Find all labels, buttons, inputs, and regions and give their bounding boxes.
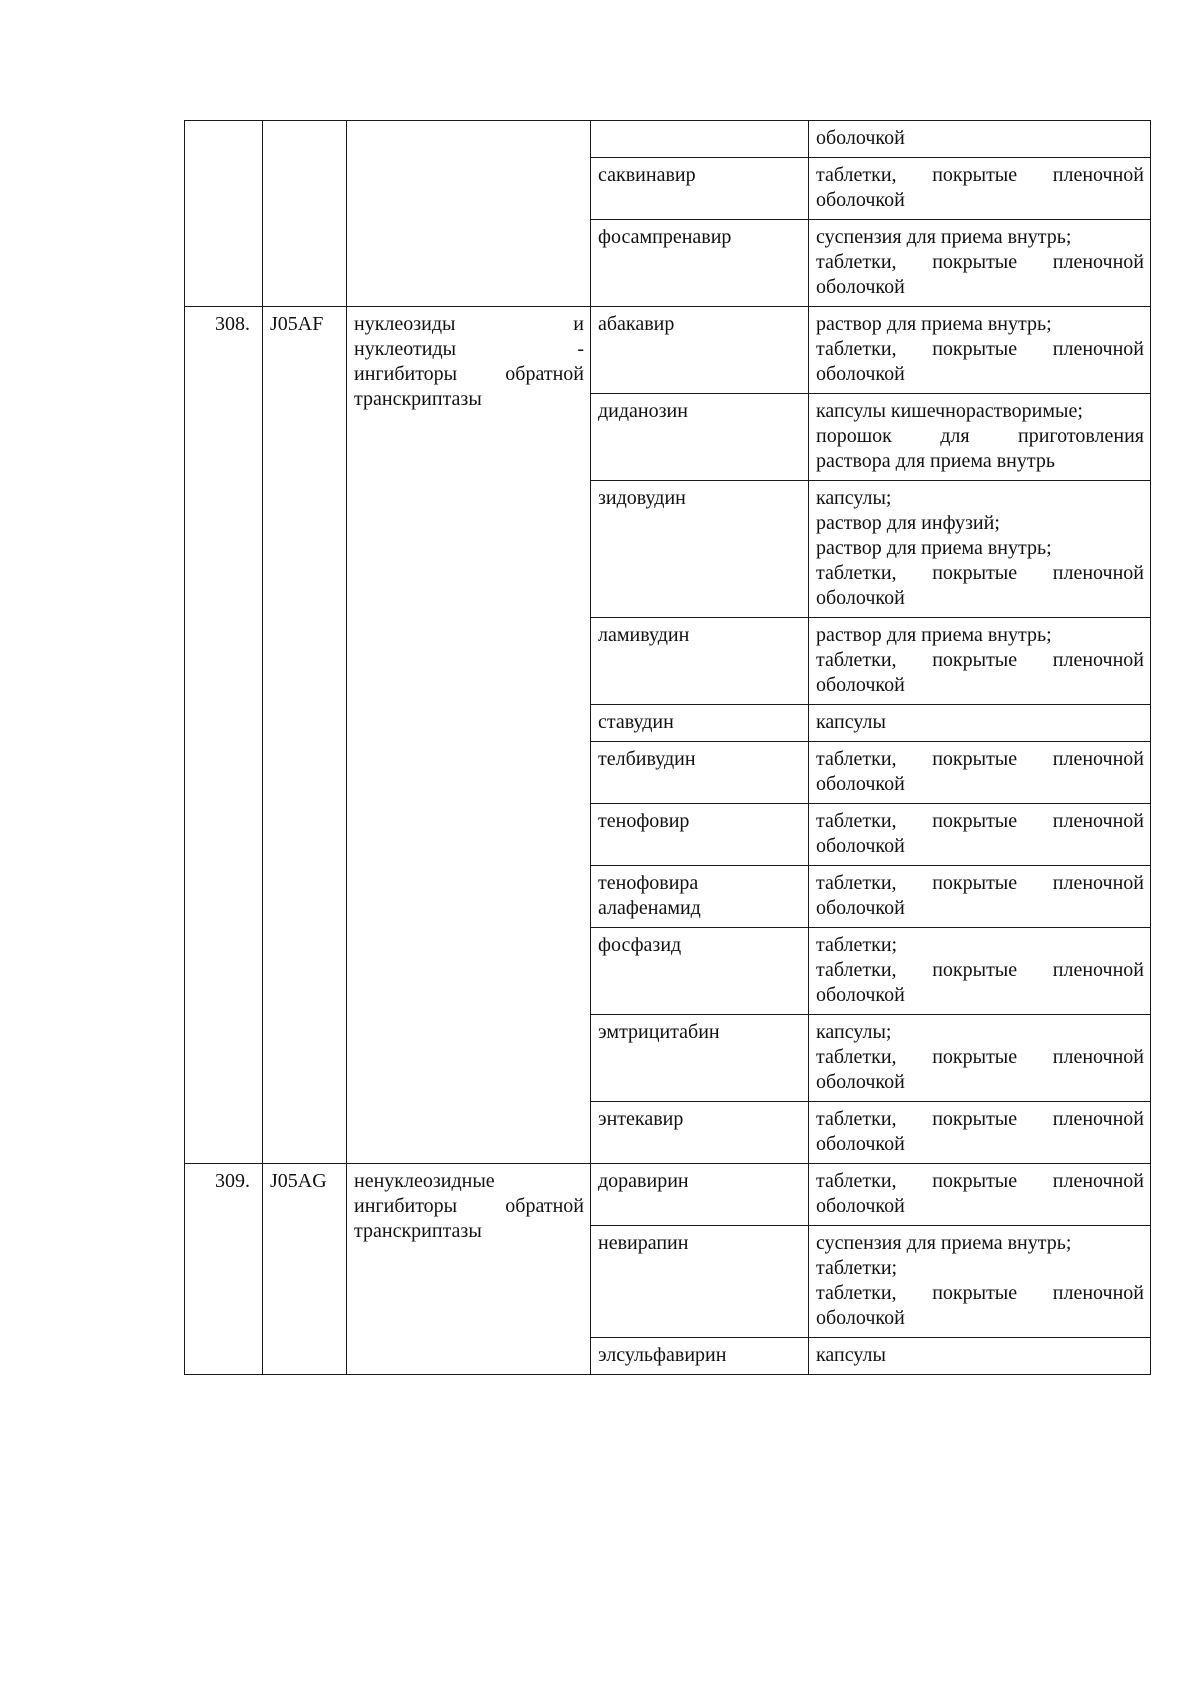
empty-code-cell	[263, 121, 347, 307]
dosage-form-line: суспензия для приема внутрь;	[816, 1232, 1072, 1254]
drug-name-cell: энтекавир	[591, 1102, 809, 1164]
dosage-form-line: оболочкой	[816, 587, 905, 609]
empty-num-cell	[185, 121, 263, 307]
dosage-form-cell	[809, 928, 1151, 1015]
dosage-form-line: оболочкой	[816, 1195, 905, 1217]
dosage-form-line: таблетки, покрытые пленочной	[816, 872, 1144, 894]
dosage-form-line: капсулы	[816, 711, 886, 733]
drug-name-cell: доравирин	[591, 1164, 809, 1226]
drug-table	[184, 120, 1151, 1375]
dosage-form-line: таблетки, покрытые пленочной	[816, 649, 1144, 671]
drug-name-cell: телбивудин	[591, 742, 809, 804]
dosage-form-cell	[809, 705, 1151, 742]
group-name-line: транскриптазы	[354, 388, 482, 410]
drug-name-cell: тенофовир	[591, 804, 809, 866]
dosage-form-cell	[809, 121, 1151, 158]
atc-code-cell: J05AF	[263, 307, 347, 1164]
dosage-form-cell	[809, 1164, 1151, 1226]
dosage-form-line: раствор для приема внутрь;	[816, 537, 1052, 559]
dosage-form-cell	[809, 742, 1151, 804]
drug-name-cell: саквинавир	[591, 158, 809, 220]
dosage-form-cell	[809, 1338, 1151, 1375]
group-name-line: нуклеозиды и	[354, 313, 584, 335]
group-name-line: ингибиторы обратной	[354, 363, 584, 385]
atc-code-cell: J05AG	[263, 1164, 347, 1375]
dosage-form-cell	[809, 220, 1151, 307]
dosage-form-line: оболочкой	[816, 127, 905, 149]
dosage-form-cell	[809, 1226, 1151, 1338]
dosage-form-cell	[809, 394, 1151, 481]
dosage-form-line: таблетки, покрытые пленочной	[816, 251, 1144, 273]
dosage-form-line: капсулы;	[816, 487, 892, 509]
pharmacological-group-cell	[347, 1164, 591, 1375]
dosage-form-line: оболочкой	[816, 363, 905, 385]
group-name-line: нуклеотиды -	[354, 338, 584, 360]
dosage-form-line: капсулы кишечнорастворимые;	[816, 400, 1083, 422]
drug-name-cell: элсульфавирин	[591, 1338, 809, 1375]
dosage-form-line: таблетки;	[816, 1257, 898, 1279]
drug-name-cell: фосфазид	[591, 928, 809, 1015]
dosage-form-line: таблетки, покрытые пленочной	[816, 1108, 1144, 1130]
dosage-form-cell	[809, 1015, 1151, 1102]
dosage-form-line: таблетки, покрытые пленочной	[816, 1282, 1144, 1304]
dosage-form-cell	[809, 481, 1151, 618]
dosage-form-line: раствор для приема внутрь;	[816, 624, 1052, 646]
dosage-form-line: оболочкой	[816, 1133, 905, 1155]
dosage-form-line: капсулы	[816, 1344, 886, 1366]
dosage-form-line: оболочкой	[816, 674, 905, 696]
dosage-form-line: оболочкой	[816, 1307, 905, 1329]
dosage-form-line: оболочкой	[816, 984, 905, 1006]
dosage-form-line: раствор для приема внутрь;	[816, 313, 1052, 335]
pharmacological-group-cell	[347, 307, 591, 1164]
dosage-form-line: оболочкой	[816, 773, 905, 795]
dosage-form-line: таблетки, покрытые пленочной	[816, 959, 1144, 981]
drug-name-cell: диданозин	[591, 394, 809, 481]
dosage-form-cell	[809, 158, 1151, 220]
dosage-form-line: таблетки, покрытые пленочной	[816, 810, 1144, 832]
dosage-form-line: суспензия для приема внутрь;	[816, 226, 1072, 248]
drug-name-cell	[591, 121, 809, 158]
drug-name-cell: тенофовира алафенамид	[591, 866, 809, 928]
dosage-form-line: таблетки;	[816, 934, 898, 956]
dosage-form-line: раствора для приема внутрь	[816, 450, 1055, 472]
dosage-form-line: таблетки, покрытые пленочной	[816, 1046, 1144, 1068]
dosage-form-line: таблетки, покрытые пленочной	[816, 562, 1144, 584]
group-name-line: ингибиторы обратной	[354, 1195, 584, 1217]
dosage-form-line: порошок для приготовления	[816, 425, 1144, 447]
drug-name-cell: фосампренавир	[591, 220, 809, 307]
dosage-form-line: оболочкой	[816, 276, 905, 298]
dosage-form-line: таблетки, покрытые пленочной	[816, 748, 1144, 770]
dosage-form-line: оболочкой	[816, 1071, 905, 1093]
row-number-cell: 308.	[185, 307, 263, 1164]
table-row	[185, 121, 1151, 158]
dosage-form-cell	[809, 1102, 1151, 1164]
dosage-form-line: капсулы;	[816, 1021, 892, 1043]
drug-name-cell: ставудин	[591, 705, 809, 742]
empty-group-cell	[347, 121, 591, 307]
group-name-line: ненуклеозидные	[354, 1170, 495, 1192]
dosage-form-cell	[809, 618, 1151, 705]
dosage-form-line: оболочкой	[816, 897, 905, 919]
dosage-form-cell	[809, 866, 1151, 928]
drug-name-cell: ламивудин	[591, 618, 809, 705]
drug-name-cell: зидовудин	[591, 481, 809, 618]
dosage-form-cell	[809, 804, 1151, 866]
dosage-form-line: оболочкой	[816, 835, 905, 857]
dosage-form-line: таблетки, покрытые пленочной	[816, 338, 1144, 360]
dosage-form-line: раствор для инфузий;	[816, 512, 1000, 534]
table-row	[185, 1164, 1151, 1226]
group-name-line: транскриптазы	[354, 1220, 482, 1242]
dosage-form-line: оболочкой	[816, 189, 905, 211]
dosage-form-line: таблетки, покрытые пленочной	[816, 1170, 1144, 1192]
row-number-cell: 309.	[185, 1164, 263, 1375]
table-row	[185, 307, 1151, 394]
dosage-form-line: таблетки, покрытые пленочной	[816, 164, 1144, 186]
drug-name-cell: абакавир	[591, 307, 809, 394]
drug-name-cell: невирапин	[591, 1226, 809, 1338]
drug-name-cell: эмтрицитабин	[591, 1015, 809, 1102]
dosage-form-cell	[809, 307, 1151, 394]
